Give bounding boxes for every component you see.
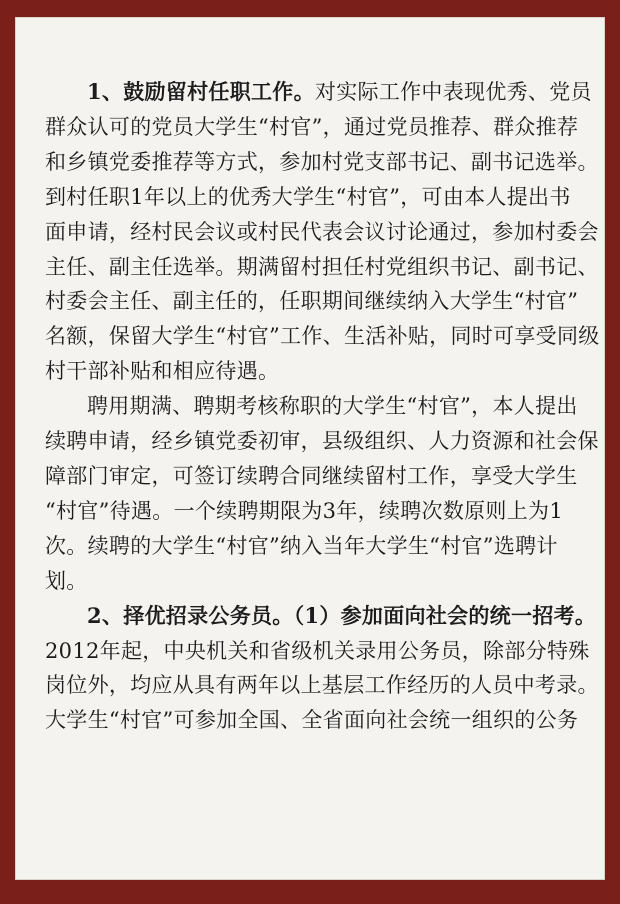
document-text (45, 75, 600, 738)
paragraph-3-line-4: 大学生“村官”可参加全国、全省面向社会统一组织的公务 (45, 708, 579, 733)
paragraph-1-line-4: 到村任职1年以上的优秀大学生“村官”，可由本人提出书 (45, 184, 571, 209)
paragraph-2-line-1: 聘用期满、聘期考核称职的大学生“村官”，本人提出 (87, 394, 578, 419)
paragraph-2-line-4: “村官”待遇。一个续聘期限为3年，续聘次数原则上为1 (45, 498, 563, 523)
paragraph-1-line-9: 村干部补贴和相应待遇。 (45, 359, 280, 384)
paragraph-1-line-1 (45, 75, 600, 110)
paragraph-2-line-6: 划。 (45, 568, 88, 593)
paragraph-2-line-5: 次。续聘的大学生“村官”纳入当年大学生“村官”选聘计 (45, 533, 558, 558)
paragraph-3-line-1 (45, 599, 600, 634)
paragraph-2 (45, 389, 600, 598)
paragraph-1-line-5: 面申请，经村民会议或村民代表会议讨论通过，参加村委会 (45, 219, 599, 244)
paragraph-3 (45, 599, 600, 739)
frame-left-border (0, 0, 14, 904)
document-page (15, 17, 605, 880)
frame-right-border (606, 0, 620, 904)
paragraph-1-line-6: 主任、副主任选举。期满留村担任村党组织书记、副书记、 (45, 254, 599, 279)
paragraph-3-subheading: （1）参加面向社会的统一招考。 (293, 602, 597, 628)
frame-bottom-border (0, 882, 620, 904)
paragraph-1-line-8: 名额，保留大学生“村官”工作、生活补贴，同时可享受同级 (45, 324, 600, 349)
paragraph-1 (45, 75, 600, 389)
paragraph-3-line-2: 2012年起，中央机关和省级机关录用公务员，除部分特殊 (45, 638, 590, 663)
paragraph-3-heading: 2、择优招录公务员。 (87, 602, 294, 628)
paragraph-1-line-2: 群众认可的党员大学生“村官”，通过党员推荐、群众推荐 (45, 114, 579, 139)
frame-top-border (0, 0, 620, 16)
paragraph-1-line-3: 和乡镇党委推荐等方式，参加村党支部书记、副书记选举。 (45, 149, 599, 174)
paragraph-1-line-7: 村委会主任、副主任的，任职期间继续纳入大学生“村官” (45, 289, 579, 314)
paragraph-2-line-3: 障部门审定，可签订续聘合同继续留村工作，享受大学生 (45, 463, 578, 488)
paragraph-1-heading: 1、鼓励留村任职工作。 (87, 79, 315, 104)
paragraph-2-line-2: 续聘申请，经乡镇党委初审，县级组织、人力资源和社会保 (45, 429, 599, 454)
paragraph-1-line-1-text: 对实际工作中表现优秀、党员 (314, 80, 592, 104)
paragraph-3-line-3: 岗位外，均应从具有两年以上基层工作经历的人员中考录。 (45, 673, 599, 698)
